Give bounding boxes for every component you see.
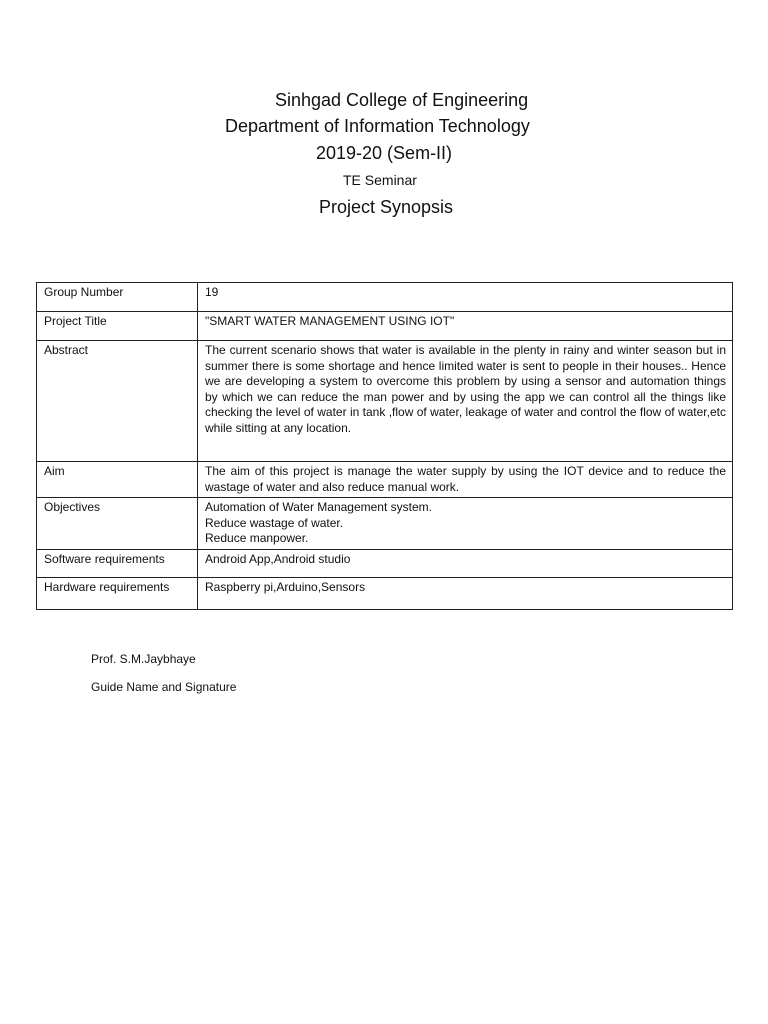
guide-name: Prof. S.M.Jaybhaye [91, 652, 196, 666]
row-value [198, 498, 733, 550]
row-value: The aim of this project is manage the water supply by using the IOT device and to reduce the wastage of water and also reduce manual work. [198, 462, 733, 498]
table-row-objectives [37, 498, 733, 550]
objective-item: Reduce manpower. [205, 531, 309, 545]
row-label: Group Number [37, 283, 198, 312]
row-label: Project Title [37, 312, 198, 341]
document-title: Project Synopsis [319, 197, 454, 217]
row-label: Objectives [37, 498, 198, 550]
row-value: "SMART WATER MANAGEMENT USING IOT" [198, 312, 733, 341]
signature-caption: Guide Name and Signature [91, 680, 237, 694]
college-name: Sinhgad College of Engineering [275, 90, 529, 110]
synopsis-table [36, 282, 733, 610]
table-row-hardware [37, 577, 733, 609]
table-row-software [37, 549, 733, 577]
seminar-label: TE Seminar [343, 172, 417, 188]
row-value: The current scenario shows that water is available in the plenty in rainy and winter season but in summer there is some shortage and hence limited water is sent to people in their houses.. Hence we are developing a system to overcome this problem by using a sensor and automation things by which we can reduce the man power and by using the app we can control all the things like checking the level of water in tank ,flow of water, leakage of water and control the flow of water,etc while sitting at any location. [198, 341, 733, 462]
department-name: Department of Information Technology [225, 116, 530, 136]
row-label: Aim [37, 462, 198, 498]
objective-item: Automation of Water Management system. [205, 500, 432, 514]
academic-year: 2019-20 (Sem-II) [316, 143, 453, 163]
table-row-abstract [37, 341, 733, 462]
objective-item: Reduce wastage of water. [205, 515, 344, 530]
table-row-aim [37, 462, 733, 498]
row-value: Raspberry pi,Arduino,Sensors [198, 577, 733, 609]
row-value: Android App,Android studio [198, 549, 733, 577]
row-value: 19 [198, 283, 733, 312]
table-row-group-number [37, 283, 733, 312]
row-label: Abstract [37, 341, 198, 462]
row-label: Software requirements [37, 549, 198, 577]
row-label: Hardware requirements [37, 577, 198, 609]
table-row-project-title [37, 312, 733, 341]
